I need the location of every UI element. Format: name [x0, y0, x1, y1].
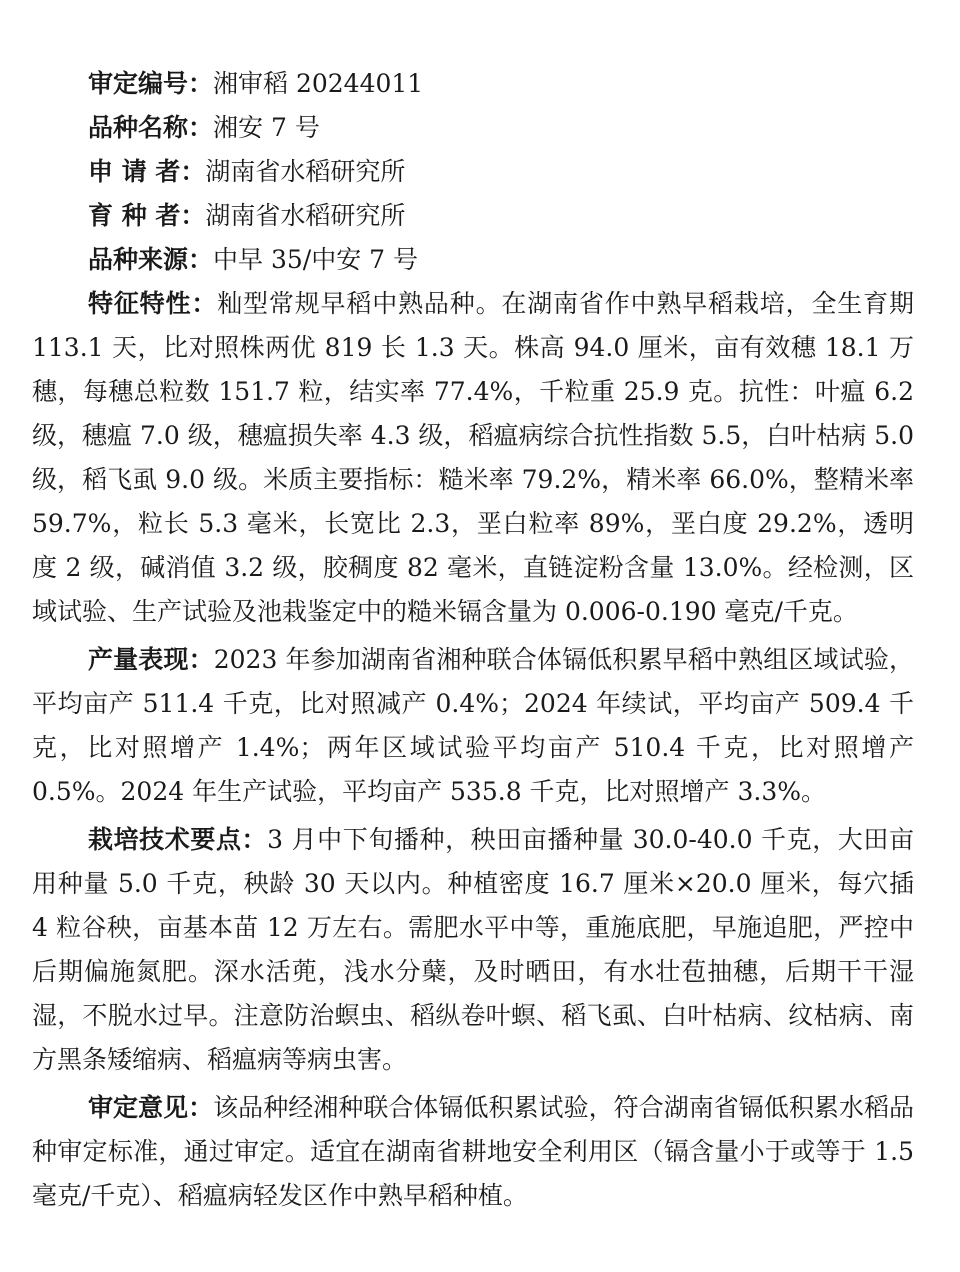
field-label: 育 种 者： — [88, 201, 206, 230]
characteristics-paragraph — [32, 282, 914, 634]
field-label: 申 请 者： — [88, 157, 206, 186]
variety-name-field — [88, 106, 914, 150]
field-value: 湘审稻 20244011 — [213, 69, 424, 98]
applicant-field — [88, 150, 914, 194]
field-value: 湖南省水稻研究所 — [205, 201, 406, 230]
approval-number-field — [88, 62, 914, 106]
section-text: 3 月中下旬播种，秧田亩播种量 30.0-40.0 千克，大田亩用种量 5.0 千克，秧龄 30 天以内。种植密度 16.7 厘米×20.0 厘米，每穴插 4 粒谷秧，亩基本苗 12 万左右。需肥水平中等，重施底肥，早施追肥，严控中后期偏施氮肥。深水活蔸，浅水分蘖，及时晒田，有水壮苞抽穗，后期干干湿湿，不脱水过早。注意防治螟虫、稻纵卷叶螟、稻飞虱、白叶枯病、纹枯病、南方黑条矮缩病、稻瘟病等病虫害。 — [32, 825, 914, 1074]
approval-opinion-paragraph — [32, 1086, 914, 1218]
field-label: 审定编号： — [88, 69, 214, 98]
section-text: 籼型常规早稻中熟品种。在湖南省作中熟早稻栽培，全生育期 113.1 天，比对照株两优 819 长 1.3 天。株高 94.0 厘米，亩有效穗 18.1 万穗，每穗总粒数 151.7 粒，结实率 77.4%，千粒重 25.9 克。抗性：叶瘟 6.2 级，穗瘟 7.0 级，穗瘟损失率 4.3 级，稻瘟病综合抗性指数 5.5，白叶枯病 5.0 级，稻飞虱 9.0 级。米质主要指标：糙米率 79.2%，精米率 66.0%，整精米率 59.7%，粒长 5.3 毫米，长宽比 2.3，垩白粒率 89%，垩白度 29.2%，透明度 2 级，碱消值 3.2 级，胶稠度 82 毫米，直链淀粉含量 13.0%。经检测，区域试验、生产试验及池栽鉴定中的糙米镉含量为 0.006-0.190 毫克/千克。 — [32, 289, 914, 626]
document-page — [32, 62, 914, 1222]
field-value: 中早 35/中安 7 号 — [213, 245, 418, 274]
cultivation-paragraph — [32, 818, 914, 1082]
section-label: 产量表现： — [88, 645, 214, 674]
yield-paragraph — [32, 638, 914, 814]
field-label: 品种来源： — [88, 245, 214, 274]
field-value: 湘安 7 号 — [213, 113, 320, 142]
section-label: 栽培技术要点： — [88, 825, 268, 854]
section-text: 2023 年参加湖南省湘种联合体镉低积累早稻中熟组区域试验，平均亩产 511.4 千克，比对照减产 0.4%；2024 年续试，平均亩产 509.4 千克，比对照增产 1.4%；两年区域试验平均亩产 510.4 千克，比对照增产 0.5%。2024 年生产试验，平均亩产 535.8 千克，比对照增产 3.3%。 — [32, 645, 914, 806]
section-label: 审定意见： — [88, 1093, 214, 1122]
section-label: 特征特性： — [88, 289, 218, 318]
field-value: 湖南省水稻研究所 — [205, 157, 406, 186]
variety-source-field — [88, 238, 914, 282]
field-label: 品种名称： — [88, 113, 214, 142]
section-text: 该品种经湘种联合体镉低积累试验，符合湖南省镉低积累水稻品种审定标准，通过审定。适宜在湖南省耕地安全利用区（镉含量小于或等于 1.5 毫克/千克）、稻瘟病轻发区作中熟早稻种植。 — [32, 1093, 914, 1210]
breeder-field — [88, 194, 914, 238]
